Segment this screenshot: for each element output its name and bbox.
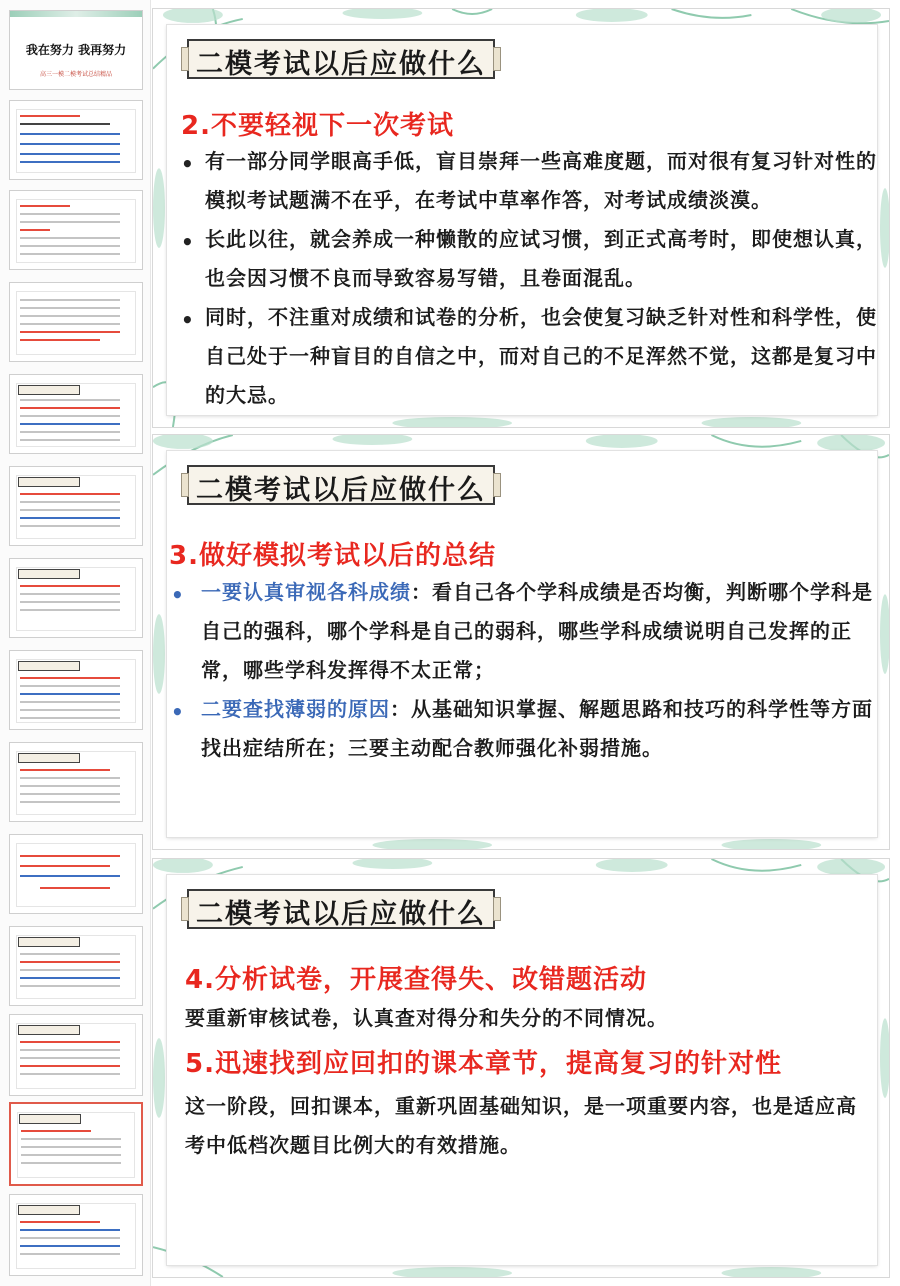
thumbnail-subtitle: 高三一模二模考试总结精品 bbox=[39, 71, 112, 78]
slide-13-panel[interactable] bbox=[152, 858, 890, 1278]
bullet-dot-icon: • bbox=[181, 230, 194, 254]
bullet-dot-icon: • bbox=[181, 308, 194, 332]
bullet-lead: 二要查找薄弱的原因 bbox=[201, 697, 390, 721]
thumbnail-slide-11[interactable] bbox=[9, 926, 143, 1006]
thumbnail-slide-8[interactable] bbox=[9, 650, 143, 730]
thumbnail-title: 我在努力 我再努力 bbox=[25, 43, 127, 57]
thumbnail-slide-13-selected[interactable] bbox=[9, 1102, 143, 1186]
section-heading: 5.迅速找到应回扣的课本章节，提高复习的针对性 bbox=[185, 1049, 782, 1079]
thumbnail-slide-10[interactable] bbox=[9, 834, 143, 914]
thumbnail-slide-3[interactable] bbox=[9, 190, 143, 270]
section-paragraph: 这一阶段，回扣课本，重新巩固基础知识，是一项重要内容，也是适应高考中低档次题目比例大的有效措施。 bbox=[185, 1094, 857, 1157]
thumbnail-slide-14[interactable] bbox=[9, 1194, 143, 1276]
bullet-paragraph bbox=[201, 573, 885, 690]
thumbnail-slide-5[interactable] bbox=[9, 374, 143, 454]
bullet-paragraph: 有一部分同学眼高手低，盲目崇拜一些高难度题，而对很有复习针对性的模拟考试题满不在乎，在考试中草率作答，对考试成绩淡漠。 bbox=[205, 149, 877, 212]
bullet-paragraph: 同时，不注重对成绩和试卷的分析，也会使复习缺乏针对性和科学性，使自己处于一种盲目的自信之中，而对自己的不足浑然不觉，这都是复习中的大忌。 bbox=[205, 305, 877, 407]
thumbnail-slide-6[interactable] bbox=[9, 466, 143, 546]
thumbnail-slide-9[interactable] bbox=[9, 742, 143, 822]
thumbnail-slide-12[interactable] bbox=[9, 1014, 143, 1096]
thumbnail-slide-2[interactable] bbox=[9, 100, 143, 180]
slide-thumbnail-panel[interactable] bbox=[0, 0, 151, 1286]
section-heading: 3.做好模拟考试以后的总结 bbox=[169, 541, 496, 571]
slide-header-plaque bbox=[183, 885, 499, 933]
slide-header-plaque bbox=[183, 35, 499, 83]
bullet-lead: 一要认真审视各科成绩 bbox=[201, 580, 411, 604]
bullet-paragraph bbox=[201, 690, 885, 768]
bullet-paragraph: 长此以往，就会养成一种懒散的应试习惯，到正式高考时，即使想认真，也会因习惯不良而导致容易写错，且卷面混乱。 bbox=[205, 227, 877, 290]
bullet-dot-icon: • bbox=[181, 152, 194, 176]
section-heading: 2.不要轻视下一次考试 bbox=[181, 111, 454, 141]
thumbnail-slide-7[interactable] bbox=[9, 558, 143, 638]
thumbnail-title-slide[interactable] bbox=[9, 10, 143, 90]
slide-header-plaque bbox=[183, 461, 499, 509]
bullet-text: ：看自己各个学科成绩是否均衡，判断哪个学科是自己的强科，哪个学科是自己的弱科，哪些学科成绩说明自己发挥的正常，哪些学科发挥得不太正常； bbox=[201, 580, 873, 682]
slide-header-title: 二模考试以后应做什么 bbox=[196, 475, 486, 506]
thumbnail-slide-4[interactable] bbox=[9, 282, 143, 362]
section-heading: 4.分析试卷，开展查得失、改错题活动 bbox=[185, 965, 647, 995]
slide-header-title: 二模考试以后应做什么 bbox=[196, 899, 486, 930]
bullet-text: ：从基础知识掌握、解题思路和技巧的科学性等方面找出症结所在；三要主动配合教师强化补弱措施。 bbox=[201, 697, 873, 760]
bullet-dot-icon: • bbox=[171, 700, 184, 724]
slide-2-panel[interactable] bbox=[152, 8, 890, 428]
slide-header-title: 二模考试以后应做什么 bbox=[196, 49, 486, 80]
slide-14-panel[interactable] bbox=[152, 434, 890, 850]
bullet-dot-icon: • bbox=[171, 583, 184, 607]
section-paragraph: 要重新审核试卷，认真查对得分和失分的不同情况。 bbox=[185, 1006, 668, 1030]
